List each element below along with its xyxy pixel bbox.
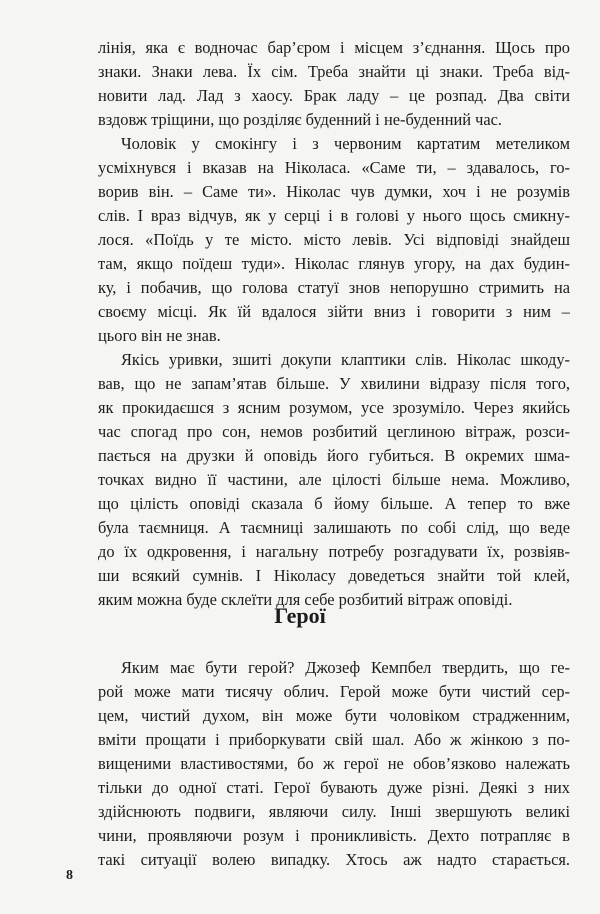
text-line: тільки до одної статі. Герої бувають дуже різні. Деякі з них	[98, 778, 570, 797]
text-line: чини, проявляючи розум і проникливість. Дехто потрапляє в	[98, 826, 570, 845]
text-line: вав, що не запам’ятав більше. У хвилини відразу після того,	[98, 374, 570, 393]
text-line: ши всякий сумнів. І Ніколасу доведеться знайти той клей,	[98, 566, 570, 585]
text-line: точках видно її частини, але цілості більше нема. Можливо,	[98, 470, 570, 489]
text-line: знаки. Знаки лева. Їх сім. Треба знайти ці знаки. Треба від-	[98, 62, 570, 81]
text-line: ворив він. – Саме ти». Ніколас чув думки, хоч і не розумів	[98, 182, 570, 201]
text-line: пається на друзки й оповідь його губиться. В окремих шма-	[98, 446, 570, 465]
text-line: вищеними властивостями, бо ж герої не обов’язково належать	[98, 754, 570, 773]
section-heading: Герої	[274, 603, 326, 628]
text-line: Якісь уривки, зшиті докупи клаптики слів. Ніколас шкоду-	[121, 350, 570, 369]
text-line: слів. І враз відчув, як у серці і в голові у нього щось смикну-	[98, 206, 570, 225]
text-line: новити лад. Лад з хаосу. Брак ладу – це розпад. Два світи	[98, 86, 570, 105]
text-line: була таємниця. А таємниці залишають по собі слід, що веде	[98, 518, 570, 537]
text-line: цем, чистий духом, він може бути чоловіком страдженним,	[98, 706, 570, 725]
page-number: 8	[66, 868, 73, 883]
text-line: рой може мати тисячу облич. Герой може бути чистий сер-	[98, 682, 570, 701]
text-line: яким можна буде склеїти для себе розбитий вітраж оповіді.	[98, 590, 513, 609]
text-line: як прокидаєшся з ясним розумом, усе зрозуміло. Через якийсь	[98, 398, 570, 417]
text-line: там, якщо поїдеш туди». Ніколас глянув угору, на дах будин-	[98, 254, 570, 273]
text-line: вміти прощати і приборкувати свій шал. Або ж жінкою з по-	[98, 730, 570, 749]
text-line: вздовж тріщини, що розділяє буденний і не-буденний час.	[98, 110, 503, 129]
text-line: Яким має бути герой? Джозеф Кемпбел твердить, що ге-	[121, 658, 570, 677]
text-line: лінія, яка є водночас бар’єром і місцем з’єднання. Щось про	[98, 38, 570, 57]
text-line: цього він не знав.	[98, 326, 221, 345]
text-line: що цілість оповіді сказала б йому більше. А тепер то вже	[98, 494, 570, 513]
text-line: ку, і побачив, що голова статуї знов непорушно стримить на	[98, 278, 570, 297]
text-line: час спогад про сон, немов розбитий цеглиною вітраж, розси-	[98, 422, 570, 441]
text-line: усміхнувся і вказав на Ніколаса. «Саме ти, – здавалось, го-	[98, 158, 570, 177]
text-line: такі ситуації волею випадку. Хтось аж надто старається.	[98, 850, 570, 869]
text-line: здійснюють подвиги, являючи силу. Інші звершують великі	[98, 802, 570, 821]
text-line: лося. «Поїдь у те місто. місто левів. Усі відповіді знайдеш	[98, 230, 570, 249]
text-line: своєму місці. Як їй вдалося зійти вниз і говорити з ним –	[98, 302, 570, 321]
text-line: Чоловік у смокінгу і з червоним картатим метеликом	[121, 134, 570, 153]
text-line: до їх одкровення, і нагальну потребу розгадувати їх, розвіяв-	[98, 542, 570, 561]
